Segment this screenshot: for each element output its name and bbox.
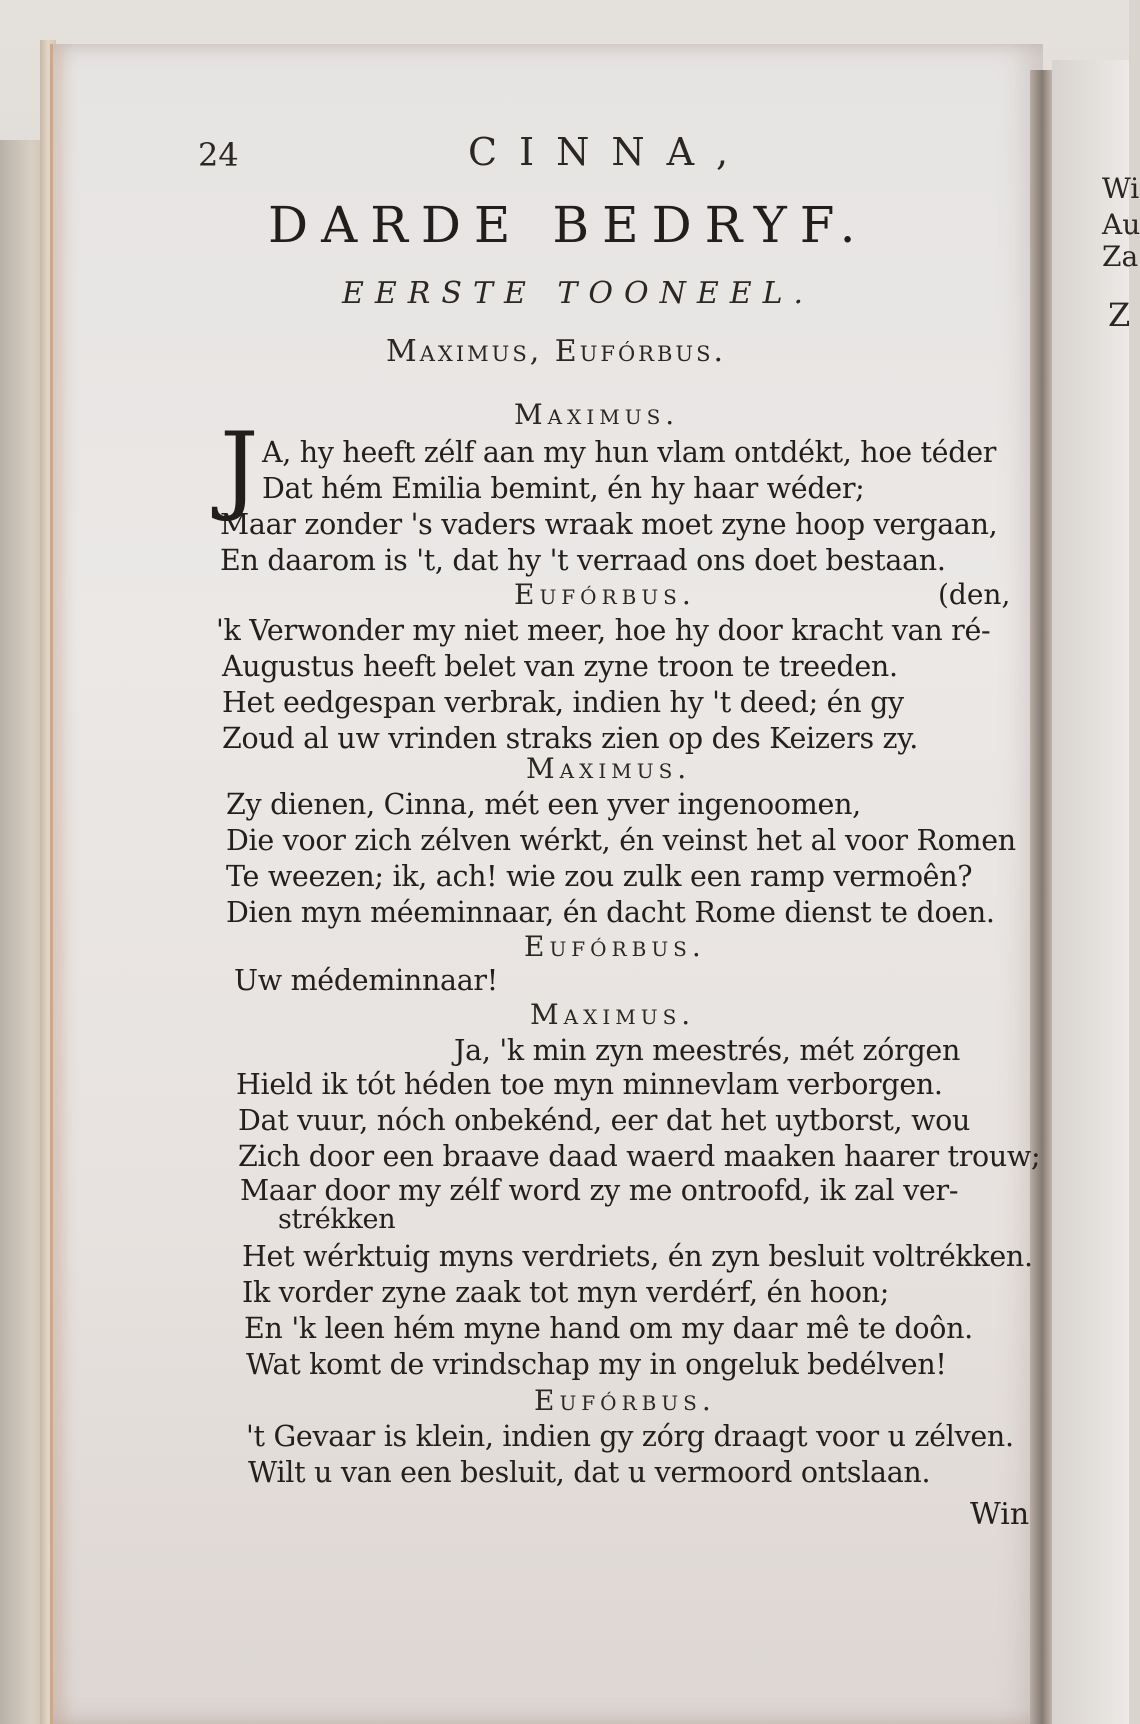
verse-line: Zy dienen, Cinna, mét een yver ingenoomen,: [226, 788, 861, 821]
verse-line: 't Gevaar is klein, indien gy zórg draagt voor u zélven.: [246, 1420, 1014, 1453]
facing-page-fragment: Wi: [1102, 172, 1140, 205]
verse-line: En 'k leen hém myne hand om my daar mê te doôn.: [244, 1312, 973, 1345]
verse-line: Dien myn méeminnaar, én dacht Rome dienst te doen.: [226, 896, 995, 929]
speaker-label: Maximus.: [530, 998, 696, 1031]
speaker-label: Eufórbus.: [514, 578, 696, 611]
speaker-label: Eufórbus.: [534, 1384, 716, 1417]
verse-line: Wilt u van een besluit, dat u vermoord ontslaan.: [248, 1456, 931, 1489]
verse-line: Het eedgespan verbrak, indien hy 't deed; én gy: [222, 686, 904, 719]
verse-line: Dat hém Emilia bemint, én hy haar wéder;: [262, 472, 865, 505]
verse-line: Wat komt de vrindschap my in ongeluk bedélven!: [246, 1348, 947, 1381]
verse-line: Augustus heeft belet van zyne troon te treeden.: [222, 650, 898, 683]
verse-line: Uw médeminnaar!: [234, 964, 498, 997]
speaker-label: Eufórbus.: [524, 930, 706, 963]
speaker-label: Maximus.: [526, 752, 692, 785]
verse-line: strékken: [278, 1204, 396, 1235]
facing-page: [1052, 60, 1140, 1724]
running-head: CINNA,: [468, 130, 751, 174]
facing-page-fragment: Au: [1102, 208, 1140, 241]
verse-line: Dat vuur, nóch onbekénd, eer dat het uytborst, wou: [238, 1104, 971, 1137]
verse-line: Ja, 'k min zyn meestrés, mét zórgen: [454, 1034, 961, 1067]
scene-title: EERSTE TOONEEL.: [342, 276, 815, 311]
verse-line: Maar door my zélf word zy me ontroofd, ik zal ver-: [240, 1174, 959, 1207]
verse-line: A, hy heeft zélf aan my hun vlam ontdékt, hoe téder: [262, 436, 997, 469]
cast-list: Maximus, Eufórbus.: [386, 334, 727, 369]
verse-line: Die voor zich zélven wérkt, én veinst het al voor Romen: [226, 824, 1016, 857]
turnover-fragment: (den,: [938, 578, 1011, 611]
facing-page-fragment: Za: [1102, 240, 1139, 273]
speaker-label: Maximus.: [514, 398, 680, 431]
verse-line: Ik vorder zyne zaak tot myn verdérf, én hoon;: [242, 1276, 890, 1309]
verse-line: Het wérktuig myns verdriets, én zyn besluit voltrékken.: [242, 1240, 1033, 1273]
verse-line: 'k Verwonder my niet meer, hoe hy door kracht van ré-: [216, 614, 991, 647]
verse-line: Zoud al uw vrinden straks zien op des Keizers zy.: [222, 722, 919, 755]
facing-page-fragment: Z: [1108, 296, 1131, 334]
verse-line: En daarom is 't, dat hy 't verraad ons doet bestaan.: [220, 544, 946, 577]
page-number: 24: [198, 136, 239, 174]
act-title: DARDE BEDRYF.: [268, 196, 869, 254]
verse-line: Zich door een braave daad waerd maaken haarer trouw;: [238, 1140, 1041, 1173]
verse-line: Maar zonder 's vaders wraak moet zyne hoop vergaan,: [220, 508, 998, 541]
drop-cap: J: [220, 412, 259, 524]
verse-line: Hield ik tót héden toe myn minnevlam verborgen.: [236, 1068, 943, 1101]
verse-line: Te weezen; ik, ach! wie zou zulk een ramp vermoên?: [226, 860, 973, 893]
book-gutter: [1030, 70, 1054, 1724]
catchword: Win: [970, 1497, 1030, 1532]
